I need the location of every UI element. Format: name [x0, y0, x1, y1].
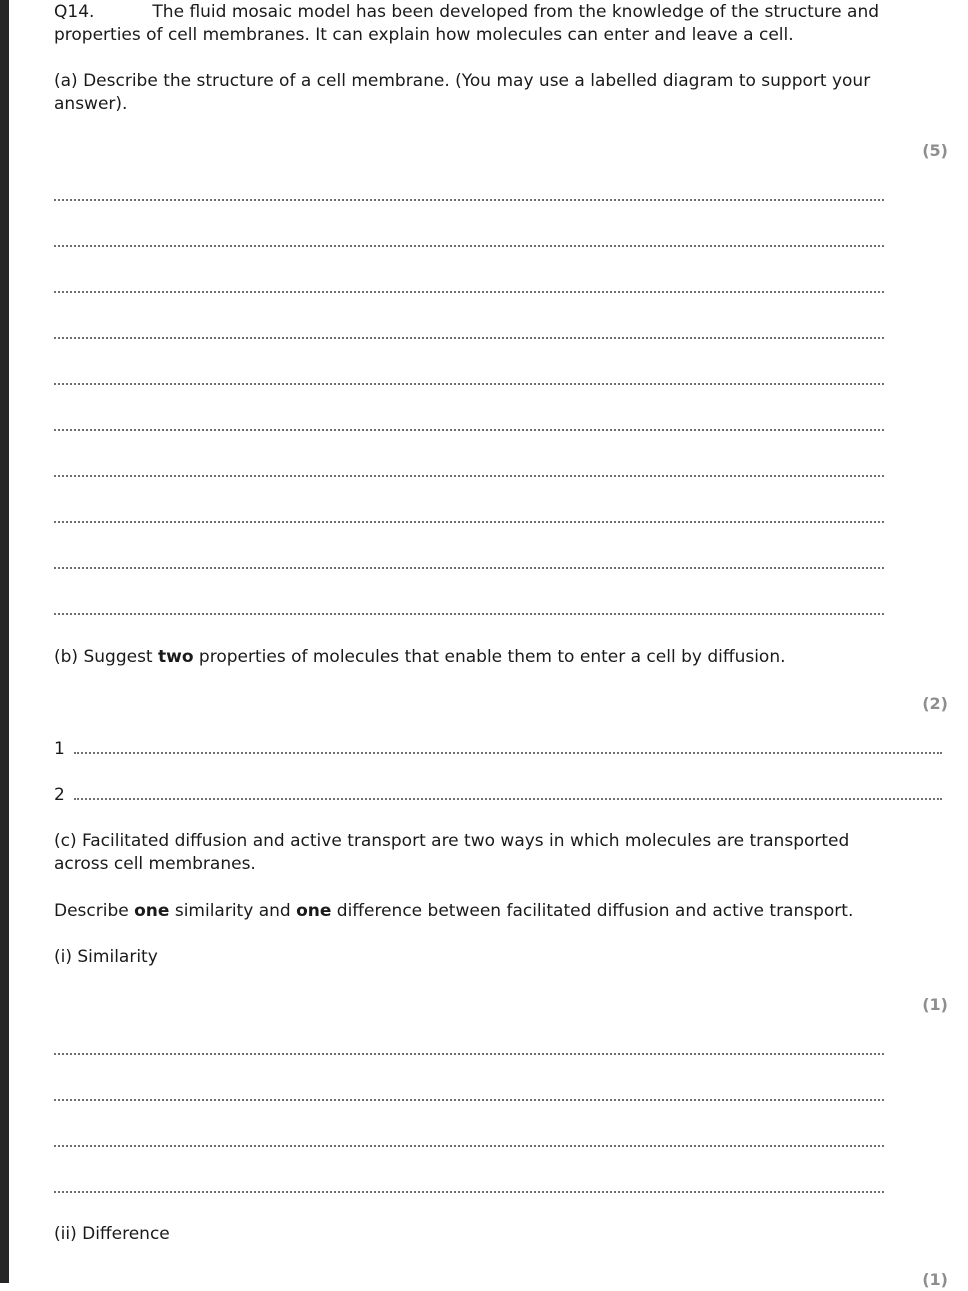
part-b-answer-1[interactable]: [54, 738, 942, 761]
part-b-marks: (2): [922, 694, 948, 713]
page-left-edge: [0, 0, 9, 1283]
part-c-prompt-line-1: (c) Facilitated diffusion and active transport are two ways in which molecules are transported: [54, 831, 850, 851]
part-a-prompt-line-1: (a) Describe the structure of a cell membrane. (You may use a labelled diagram to support your: [54, 71, 871, 91]
part-b-prompt-suffix: properties of molecules that enable them to enter a cell by diffusion.: [193, 647, 786, 667]
part-c-ii-marks: (1): [922, 1270, 948, 1289]
part-c-prompt-line-2: across cell membranes.: [54, 854, 256, 874]
part-c-describe-prefix: Describe: [54, 901, 135, 921]
part-c-describe-suffix: difference between facilitated diffusion and active transport.: [331, 901, 854, 921]
part-a-marks: (5): [922, 141, 948, 160]
part-c-i-answer-line[interactable]: [54, 1145, 884, 1147]
part-b-prompt: [54, 646, 786, 669]
part-c-describe: [54, 900, 853, 923]
part-b-prompt-prefix: (b) Suggest: [54, 647, 158, 667]
answer-number: 1: [54, 739, 65, 759]
part-a-prompt-line-2: answer).: [54, 94, 128, 114]
part-c-describe-mid: similarity and: [169, 901, 297, 921]
part-a-answer-line[interactable]: [54, 337, 884, 339]
part-c-i-marks: (1): [922, 995, 948, 1014]
part-c-i-answer-line[interactable]: [54, 1191, 884, 1193]
question-intro-line-1: [54, 1, 879, 24]
part-a-answer-line[interactable]: [54, 429, 884, 431]
part-c-describe-bold-2: one: [296, 901, 332, 921]
answer-number: 2: [54, 785, 65, 805]
answer-dotted-line[interactable]: [74, 798, 942, 800]
part-c-i-answer-line[interactable]: [54, 1053, 884, 1055]
part-a-answer-line[interactable]: [54, 383, 884, 385]
part-a-answer-line[interactable]: [54, 291, 884, 293]
part-a-answer-line[interactable]: [54, 199, 884, 201]
part-b-prompt-bold: two: [158, 647, 194, 667]
part-a-answer-line[interactable]: [54, 613, 884, 615]
question-number: Q14.: [54, 2, 95, 22]
part-b-answer-2[interactable]: [54, 784, 942, 807]
question-intro-text: The fluid mosaic model has been developed from the knowledge of the structure and: [152, 2, 880, 22]
part-a-answer-line[interactable]: [54, 245, 884, 247]
answer-dotted-line[interactable]: [74, 752, 942, 754]
part-c-i-answer-line[interactable]: [54, 1099, 884, 1101]
part-a-answer-line[interactable]: [54, 521, 884, 523]
part-c-i-label: (i) Similarity: [54, 947, 158, 967]
part-a-answer-line[interactable]: [54, 567, 884, 569]
part-c-describe-bold-1: one: [134, 901, 170, 921]
part-c-ii-label: (ii) Difference: [54, 1224, 170, 1244]
part-a-answer-line[interactable]: [54, 475, 884, 477]
question-intro-line-2: properties of cell membranes. It can explain how molecules can enter and leave a cell.: [54, 25, 794, 45]
